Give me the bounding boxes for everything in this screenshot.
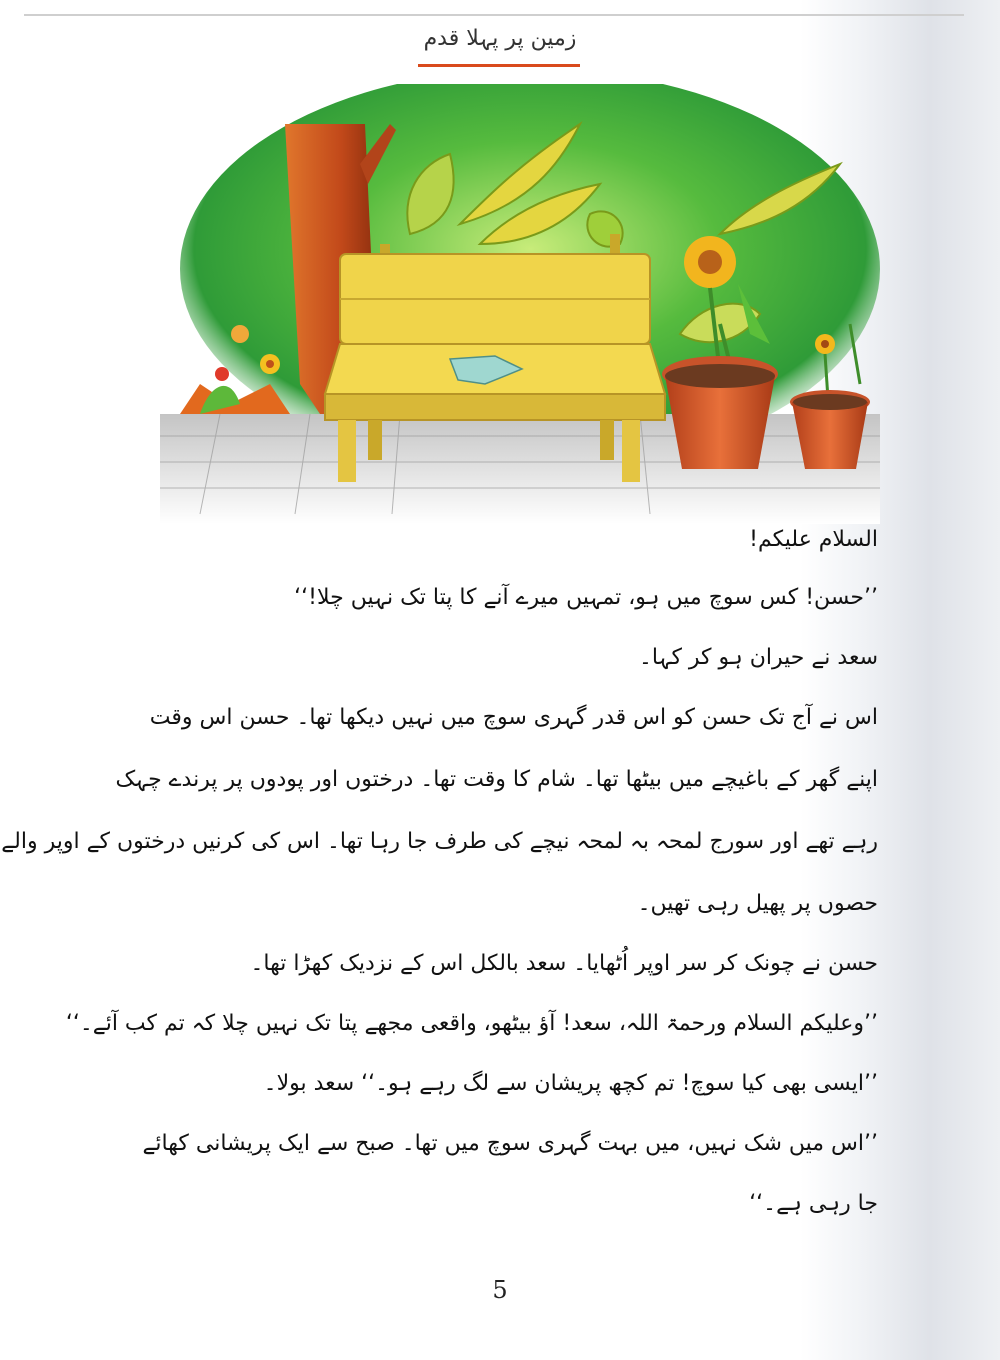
header-underline <box>418 64 580 67</box>
page-border <box>24 14 964 16</box>
text-line: حسن نے چونک کر سر اوپر اُٹھایا۔ سعد بالکل اس کے نزدیک کھڑا تھا۔ <box>250 951 878 976</box>
text-line: ’’حسن! کس سوچ میں ہو، تمہیں میرے آنے کا پتا تک نہیں چلا!‘‘ <box>294 585 878 610</box>
text-line: حصوں پر پھیل رہی تھیں۔ <box>637 891 878 916</box>
text-line: رہے تھے اور سورج لمحہ بہ لمحہ نیچے کی طرف جا رہا تھا۔ اس کی کرنیں درختوں کے اوپر والے <box>1 829 878 854</box>
text-line: جا رہی ہے۔‘‘ <box>749 1191 878 1216</box>
text-line: اس نے آج تک حسن کو اس قدر گہری سوچ میں نہیں دیکھا تھا۔ حسن اس وقت <box>149 705 878 730</box>
text-line: اپنے گھر کے باغیچے میں بیٹھا تھا۔ شام کا وقت تھا۔ درختوں اور پودوں پر پرندے چہک <box>115 767 878 792</box>
bench-illustration <box>160 84 880 524</box>
running-header: زمین پر پہلا قدم <box>423 26 577 51</box>
page-number: 5 <box>492 1276 508 1304</box>
text-line: السلام علیکم! <box>749 527 878 552</box>
text-line: ’’ایسی بھی کیا سوچ! تم کچھ پریشان سے لگ رہے ہو۔‘‘ سعد بولا۔ <box>263 1071 878 1096</box>
text-line: ’’وعلیکم السلام ورحمۃ اللہ، سعد! آؤ بیٹھو، واقعی مجھے پتا تک نہیں چلا کہ تم کب آئے۔‘‘ <box>65 1011 878 1036</box>
text-line: سعد نے حیران ہو کر کہا۔ <box>638 645 878 670</box>
text-line: ’’اس میں شک نہیں، میں بہت گہری سوچ میں تھا۔ صبح سے ایک پریشانی کھائے <box>142 1131 878 1156</box>
paving-ground <box>160 414 880 524</box>
